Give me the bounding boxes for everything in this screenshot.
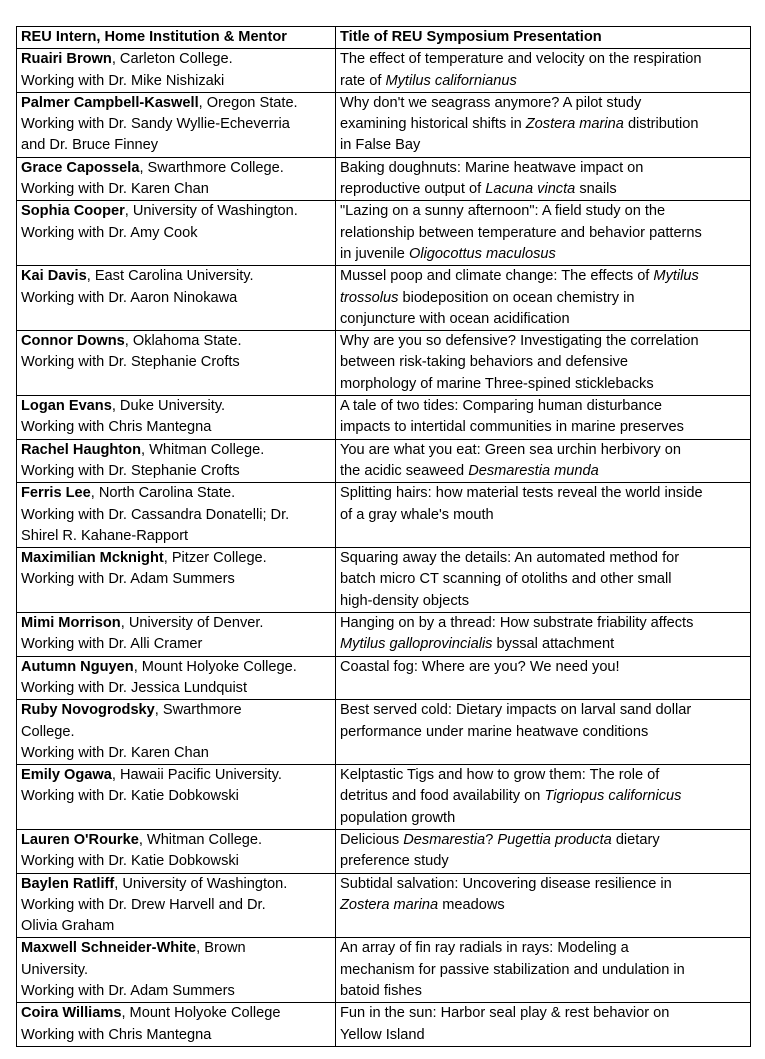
species-name: Zostera marina [340, 896, 439, 913]
intern-name: Palmer Campbell-Kaswell [21, 94, 199, 111]
species-name: Desmarestia munda [468, 462, 599, 479]
intern-line [21, 851, 331, 872]
title-line [340, 526, 746, 547]
title-line [340, 135, 746, 156]
intern-cell [17, 873, 336, 938]
title-cell [336, 483, 751, 548]
title-line [340, 505, 746, 526]
title-line [340, 938, 746, 959]
title-line [340, 417, 746, 438]
title-line [340, 461, 746, 482]
intern-detail: Working with Dr. Amy Cook [21, 224, 198, 241]
title-cell [336, 873, 751, 938]
title-line [340, 244, 746, 265]
table-row [17, 157, 751, 201]
intern-cell [17, 157, 336, 201]
title-cell [336, 1003, 751, 1047]
intern-line [21, 179, 331, 200]
intern-detail: Working with Dr. Katie Dobkowski [21, 853, 239, 870]
intern-line [21, 135, 331, 156]
title-line [340, 722, 746, 743]
title-line [340, 569, 746, 590]
table-row [17, 656, 751, 700]
presentation-table [16, 26, 751, 1047]
intern-name: Autumn Nguyen [21, 658, 134, 675]
intern-detail: , Oregon State. [198, 94, 298, 111]
title-line [340, 266, 746, 287]
intern-line [21, 158, 331, 179]
title-text: Why don't we seagrass anymore? A pilot study [340, 94, 642, 111]
title-line [340, 352, 746, 373]
title-line [340, 49, 746, 70]
table-row [17, 829, 751, 873]
title-text: in juvenile [340, 245, 409, 262]
intern-line [21, 743, 331, 764]
table-row [17, 201, 751, 266]
intern-line [21, 526, 331, 547]
intern-line [21, 93, 331, 114]
title-text: Hanging on by a thread: How substrate friability affects [340, 615, 694, 632]
intern-name: Lauren O'Rourke [21, 831, 139, 848]
title-text: Squaring away the details: An automated method for [340, 550, 680, 567]
intern-line [21, 266, 331, 287]
title-text: batch micro CT scanning of otoliths and other small [340, 571, 672, 588]
title-text: preference study [340, 853, 449, 870]
title-line [340, 158, 746, 179]
title-cell [336, 613, 751, 657]
intern-detail: , Whitman College. [138, 831, 263, 848]
title-text: rate of [340, 72, 386, 89]
intern-detail: Working with Chris Mantegna [21, 419, 212, 436]
table-row [17, 439, 751, 483]
intern-line [21, 916, 331, 937]
title-line [340, 396, 746, 417]
intern-line [21, 1025, 331, 1046]
intern-line [21, 49, 331, 70]
intern-line [21, 223, 331, 244]
title-text: between risk-taking behaviors and defensive [340, 354, 628, 371]
title-line [340, 179, 746, 200]
title-text: morphology of marine Three-spined sticklebacks [340, 375, 654, 392]
table-body [17, 49, 751, 1047]
intern-line [21, 417, 331, 438]
title-line [340, 223, 746, 244]
intern-detail: , Pitzer College. [163, 550, 267, 567]
title-cell [336, 765, 751, 830]
intern-detail: Working with Dr. Alli Cramer [21, 636, 203, 653]
table-row [17, 700, 751, 765]
title-cell [336, 829, 751, 873]
intern-name: Connor Downs [21, 333, 125, 350]
intern-detail: Working with Dr. Mike Nishizaki [21, 72, 225, 89]
intern-line [21, 678, 331, 699]
title-cell [336, 396, 751, 440]
title-line [340, 548, 746, 569]
intern-cell [17, 439, 336, 483]
intern-detail: , Oklahoma State. [124, 333, 242, 350]
intern-detail: , University of Washington. [124, 203, 298, 220]
title-text: Why are you so defensive? Investigating the correlation [340, 333, 699, 350]
intern-detail: , Swarthmore College. [139, 159, 284, 176]
intern-detail: , Mount Holyoke College. [133, 658, 297, 675]
intern-name: Baylen Ratliff [21, 875, 115, 892]
intern-name: Coira Williams [21, 1005, 122, 1022]
title-text: biodeposition on ocean chemistry in [398, 289, 635, 306]
header-row [17, 27, 751, 49]
title-line [340, 634, 746, 655]
intern-line [21, 352, 331, 373]
intern-detail: Working with Dr. Cassandra Donatelli; Dr. [21, 506, 290, 523]
species-name: Lacuna vincta [485, 181, 576, 198]
intern-cell [17, 656, 336, 700]
intern-detail: Working with Chris Mantegna [21, 1026, 212, 1043]
intern-name: Rachel Haughton [21, 441, 141, 458]
table-row [17, 938, 751, 1003]
title-line [340, 309, 746, 330]
title-cell [336, 157, 751, 201]
title-text: impacts to intertidal communities in marine preserves [340, 419, 684, 436]
title-text: Coastal fog: Where are you? We need you! [340, 658, 620, 675]
title-line [340, 591, 746, 612]
intern-detail: Working with Dr. Stephanie Crofts [21, 354, 240, 371]
title-line [340, 331, 746, 352]
title-text: mechanism for passive stabilization and undulation in [340, 961, 685, 978]
table-row [17, 331, 751, 396]
title-text: distribution [623, 116, 699, 133]
reu-symposium-table-page [16, 26, 750, 1047]
intern-detail: and Dr. Bruce Finney [21, 137, 159, 154]
title-line [340, 808, 746, 829]
intern-line [21, 483, 331, 504]
title-cell [336, 92, 751, 157]
intern-line [21, 1003, 331, 1024]
intern-line [21, 505, 331, 526]
title-cell [336, 548, 751, 613]
intern-cell [17, 613, 336, 657]
intern-line [21, 634, 331, 655]
species-name: Mytilus [653, 268, 699, 285]
intern-line [21, 786, 331, 807]
intern-detail: Working with Dr. Katie Dobkowski [21, 788, 239, 805]
table-row [17, 92, 751, 157]
title-text: Kelptastic Tigs and how to grow them: The role of [340, 767, 660, 784]
title-line [340, 114, 746, 135]
intern-detail: Working with Dr. Jessica Lundquist [21, 679, 248, 696]
title-text: Baking doughnuts: Marine heatwave impact on [340, 159, 644, 176]
intern-cell [17, 829, 336, 873]
intern-name: Maxwell Schneider-White [21, 940, 197, 957]
title-cell [336, 938, 751, 1003]
title-line [340, 1025, 746, 1046]
title-text: A tale of two tides: Comparing human disturbance [340, 398, 663, 415]
intern-detail: Working with Dr. Stephanie Crofts [21, 462, 240, 479]
species-name: Mytilus californianus [385, 72, 517, 89]
title-text: "Lazing on a sunny afternoon": A field study on the [340, 203, 666, 220]
title-text: high-density objects [340, 592, 469, 609]
table-row [17, 49, 751, 93]
title-cell [336, 700, 751, 765]
intern-detail: , Carleton College. [111, 51, 233, 68]
species-name: Desmarestia [403, 831, 486, 848]
title-text: detritus and food availability on [340, 788, 545, 805]
intern-detail: Working with Dr. Sandy Wyllie-Echeverria [21, 116, 290, 133]
intern-detail: College. [21, 723, 75, 740]
title-text: performance under marine heatwave conditions [340, 723, 649, 740]
intern-name: Sophia Cooper [21, 203, 125, 220]
table-row [17, 396, 751, 440]
title-text: examining historical shifts in [340, 116, 526, 133]
intern-detail: , East Carolina University. [86, 268, 254, 285]
title-text: batoid fishes [340, 983, 422, 1000]
intern-cell [17, 49, 336, 93]
title-cell [336, 266, 751, 331]
intern-line [21, 613, 331, 634]
intern-detail: , Swarthmore [154, 702, 242, 719]
intern-cell [17, 1003, 336, 1047]
title-text: An array of fin ray radials in rays: Modeling a [340, 940, 629, 957]
table-row [17, 1003, 751, 1047]
intern-name: Ruairi Brown [21, 51, 112, 68]
title-text: of a gray whale's mouth [340, 506, 494, 523]
intern-name: Logan Evans [21, 398, 112, 415]
intern-line [21, 114, 331, 135]
intern-line [21, 440, 331, 461]
title-line [340, 1003, 746, 1024]
intern-cell [17, 938, 336, 1003]
intern-name: Mimi Morrison [21, 615, 121, 632]
table-row [17, 548, 751, 613]
title-text: Yellow Island [340, 1026, 425, 1043]
table-row [17, 483, 751, 548]
header-intern: REU Intern, Home Institution & Mentor [17, 27, 336, 49]
intern-detail: Olivia Graham [21, 918, 115, 935]
intern-line [21, 288, 331, 309]
title-text: Splitting hairs: how material tests reveal the world inside [340, 485, 703, 502]
intern-cell [17, 331, 336, 396]
intern-detail: Shirel R. Kahane-Rapport [21, 527, 189, 544]
title-line [340, 613, 746, 634]
title-text: ? [485, 831, 498, 848]
title-text: Delicious [340, 831, 404, 848]
title-line [340, 765, 746, 786]
species-name: Oligocottus maculosus [408, 245, 556, 262]
intern-line [21, 461, 331, 482]
intern-cell [17, 266, 336, 331]
title-text: The effect of temperature and velocity on the respiration [340, 51, 702, 68]
table-row [17, 765, 751, 830]
intern-line [21, 874, 331, 895]
title-line [340, 916, 746, 937]
intern-cell [17, 483, 336, 548]
intern-line [21, 71, 331, 92]
species-name: Tigriopus californicus [544, 788, 682, 805]
title-cell [336, 331, 751, 396]
intern-line [21, 396, 331, 417]
title-text: in False Bay [340, 137, 421, 154]
intern-line [21, 331, 331, 352]
intern-line [21, 700, 331, 721]
title-line [340, 483, 746, 504]
intern-name: Maximilian Mcknight [21, 550, 164, 567]
title-line [340, 786, 746, 807]
title-text: relationship between temperature and behavior patterns [340, 224, 702, 241]
title-text: snails [575, 181, 617, 198]
intern-name: Ruby Novogrodsky [21, 702, 155, 719]
title-line [340, 288, 746, 309]
intern-cell [17, 548, 336, 613]
intern-name: Emily Ogawa [21, 767, 112, 784]
intern-detail: , University of Denver. [120, 615, 264, 632]
title-line [340, 895, 746, 916]
species-name: Mytilus galloprovincialis [340, 636, 493, 653]
title-line [340, 201, 746, 222]
title-line [340, 851, 746, 872]
intern-detail: Working with Dr. Karen Chan [21, 744, 209, 761]
intern-detail: , North Carolina State. [90, 485, 236, 502]
intern-cell [17, 765, 336, 830]
intern-line [21, 981, 331, 1002]
intern-line [21, 569, 331, 590]
intern-line [21, 548, 331, 569]
title-text: Fun in the sun: Harbor seal play & rest behavior on [340, 1005, 670, 1022]
title-line [340, 874, 746, 895]
title-line [340, 981, 746, 1002]
intern-cell [17, 700, 336, 765]
intern-detail: , Hawaii Pacific University. [111, 767, 282, 784]
title-line [340, 700, 746, 721]
species-name: Pugettia producta [497, 831, 612, 848]
intern-detail: University. [21, 961, 89, 978]
species-name: trossolus [340, 289, 399, 306]
header-title: Title of REU Symposium Presentation [336, 27, 751, 49]
species-name: Zostera marina [525, 116, 624, 133]
intern-line [21, 830, 331, 851]
intern-line [21, 201, 331, 222]
intern-detail: Working with Dr. Drew Harvell and Dr. [21, 896, 266, 913]
title-cell [336, 656, 751, 700]
table-row [17, 266, 751, 331]
intern-name: Kai Davis [21, 268, 87, 285]
table-row [17, 873, 751, 938]
title-text: You are what you eat: Green sea urchin herbivory on [340, 441, 682, 458]
intern-line [21, 895, 331, 916]
title-text: byssal attachment [492, 636, 615, 653]
title-line [340, 374, 746, 395]
title-text: Subtidal salvation: Uncovering disease resilience in [340, 875, 672, 892]
intern-line [21, 657, 331, 678]
title-line [340, 743, 746, 764]
intern-detail: Working with Dr. Adam Summers [21, 571, 235, 588]
title-cell [336, 201, 751, 266]
title-text: dietary [611, 831, 660, 848]
intern-detail: , Brown [196, 940, 246, 957]
title-text: meadows [438, 896, 505, 913]
title-line [340, 960, 746, 981]
title-line [340, 830, 746, 851]
table-row [17, 613, 751, 657]
intern-detail: , Mount Holyoke College [121, 1005, 281, 1022]
intern-detail: Working with Dr. Karen Chan [21, 181, 209, 198]
intern-detail: , Duke University. [111, 398, 226, 415]
title-text: the acidic seaweed [340, 462, 469, 479]
intern-line [21, 938, 331, 959]
title-text: Best served cold: Dietary impacts on larval sand dollar [340, 702, 692, 719]
intern-line [21, 960, 331, 981]
intern-detail: , Whitman College. [141, 441, 265, 458]
title-line [340, 93, 746, 114]
intern-cell [17, 396, 336, 440]
intern-name: Grace Capossela [21, 159, 140, 176]
title-cell [336, 439, 751, 483]
title-text: conjuncture with ocean acidification [340, 310, 570, 327]
title-line [340, 657, 746, 678]
title-cell [336, 49, 751, 93]
intern-detail: , University of Washington. [114, 875, 288, 892]
intern-line [21, 765, 331, 786]
intern-name: Ferris Lee [21, 485, 91, 502]
intern-cell [17, 201, 336, 266]
intern-detail: Working with Dr. Aaron Ninokawa [21, 289, 238, 306]
title-line [340, 678, 746, 699]
intern-detail: Working with Dr. Adam Summers [21, 983, 235, 1000]
title-text: Mussel poop and climate change: The effects of [340, 268, 654, 285]
intern-cell [17, 92, 336, 157]
title-line [340, 71, 746, 92]
intern-line [21, 722, 331, 743]
title-text: population growth [340, 809, 456, 826]
title-line [340, 440, 746, 461]
title-text: reproductive output of [340, 181, 486, 198]
